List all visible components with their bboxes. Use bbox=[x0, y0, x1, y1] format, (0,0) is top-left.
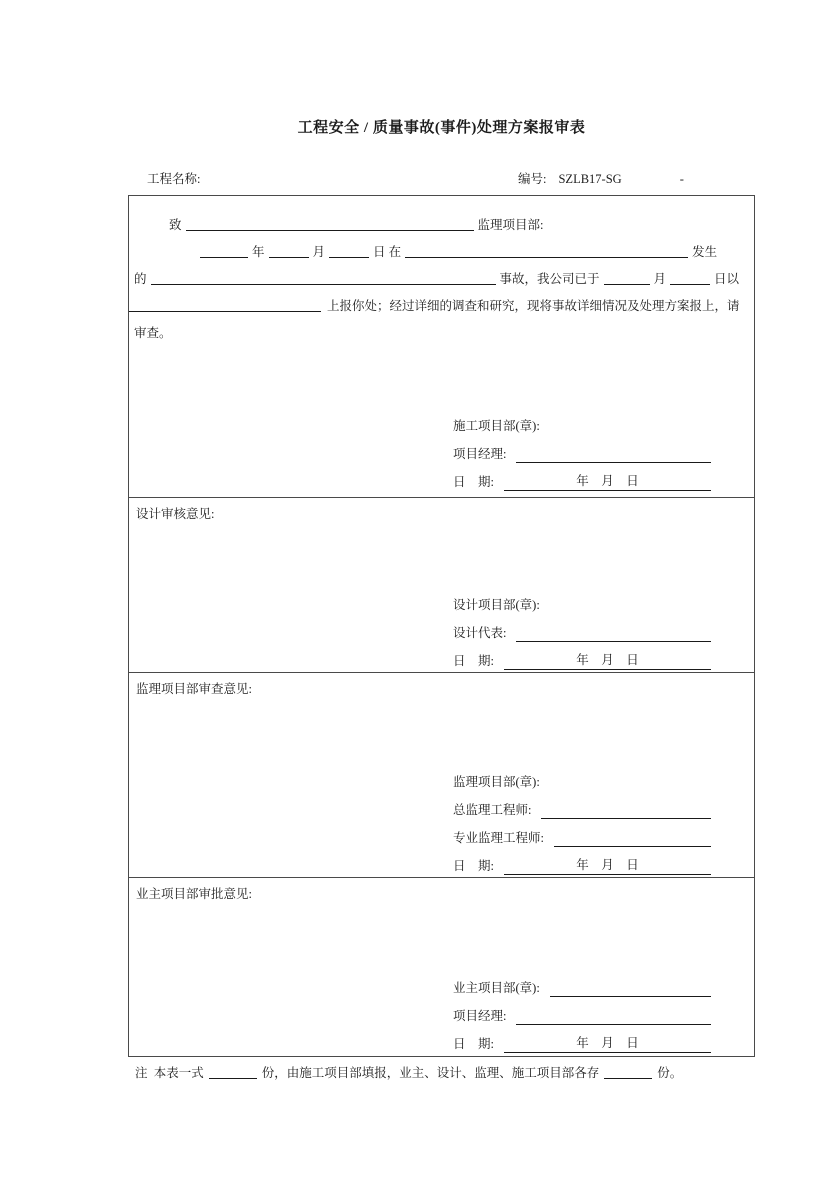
day-at-label: 日 在 bbox=[373, 245, 402, 259]
chief-engineer-signature-line[interactable] bbox=[541, 800, 711, 819]
request-paragraph bbox=[129, 196, 754, 347]
design-date-label: 日 期: bbox=[453, 654, 494, 668]
month2-label: 月 bbox=[653, 272, 667, 286]
supervision-org-label: 监理项目部(章): bbox=[453, 775, 540, 789]
day2-label: 日以 bbox=[714, 272, 740, 286]
design-org-row bbox=[453, 586, 711, 614]
form-code bbox=[518, 169, 684, 187]
request-line-accident bbox=[134, 266, 754, 293]
contractor-signature-block bbox=[453, 407, 711, 491]
design-rep-row bbox=[453, 614, 711, 642]
owner-manager-label: 项目经理: bbox=[453, 1009, 507, 1023]
contractor-date-label: 日 期: bbox=[453, 475, 494, 489]
form-table bbox=[128, 195, 755, 1057]
supervision-date-line[interactable]: 年 月 日 bbox=[504, 856, 711, 875]
retained-copies-blank[interactable] bbox=[604, 1063, 652, 1079]
report-text: 上报你处；经过详细的调查和研究，现将事故详细情况及处理方案报上，请 bbox=[327, 299, 740, 313]
design-org-label: 设计项目部(章): bbox=[453, 598, 540, 612]
report-day-blank[interactable] bbox=[670, 269, 710, 285]
design-review-title: 设计审核意见: bbox=[136, 507, 215, 521]
year-blank[interactable] bbox=[200, 242, 248, 258]
footnote bbox=[135, 1063, 682, 1083]
month-label: 月 bbox=[312, 245, 326, 259]
report-document-blank[interactable] bbox=[129, 296, 321, 312]
owner-approval-title: 业主项目部审批意见: bbox=[136, 887, 252, 901]
total-copies-blank[interactable] bbox=[209, 1063, 257, 1079]
supervision-date-row bbox=[453, 847, 711, 875]
owner-org-label: 业主项目部(章): bbox=[453, 981, 540, 995]
supervision-org-row bbox=[453, 763, 711, 791]
owner-date-label: 日 期: bbox=[453, 1037, 494, 1051]
request-line-report bbox=[129, 293, 754, 320]
request-line-review bbox=[134, 320, 754, 347]
owner-signature-block bbox=[453, 969, 711, 1053]
contractor-date-row bbox=[453, 463, 711, 491]
de-label: 的 bbox=[134, 272, 147, 286]
footnote-prefix: 注 本表一式 bbox=[135, 1066, 204, 1080]
request-line-to bbox=[169, 212, 754, 239]
footnote-suffix: 份。 bbox=[657, 1066, 683, 1080]
contractor-manager-row bbox=[453, 435, 711, 463]
page-title: 工程安全 / 质量事故(事件)处理方案报审表 bbox=[297, 120, 586, 136]
design-rep-label: 设计代表: bbox=[453, 626, 507, 640]
day-blank[interactable] bbox=[329, 242, 369, 258]
code-suffix: - bbox=[679, 172, 684, 186]
to-label: 致 bbox=[169, 218, 182, 232]
occurred-label: 发生 bbox=[692, 245, 718, 259]
project-name-label: 工程名称: bbox=[147, 172, 201, 186]
contractor-date-line[interactable]: 年 月 日 bbox=[504, 472, 711, 491]
accident-label: 事故，我公司已于 bbox=[499, 272, 600, 286]
year-label: 年 bbox=[252, 245, 265, 259]
report-month-blank[interactable] bbox=[604, 269, 650, 285]
owner-org-row bbox=[453, 969, 711, 997]
section-owner-approval bbox=[129, 877, 754, 1056]
design-signature-block bbox=[453, 586, 711, 670]
owner-manager-signature-line[interactable] bbox=[516, 1006, 711, 1025]
supervision-date-label: 日 期: bbox=[453, 859, 494, 873]
section-contractor-request bbox=[129, 196, 754, 497]
code-value: SZLB17-SG bbox=[558, 172, 622, 186]
supervision-review-title: 监理项目部审查意见: bbox=[136, 682, 252, 696]
owner-date-line[interactable]: 年 月 日 bbox=[504, 1034, 711, 1053]
owner-org-stamp-line[interactable] bbox=[550, 978, 711, 997]
owner-date-row bbox=[453, 1025, 711, 1053]
location-blank[interactable] bbox=[405, 242, 688, 258]
header-row bbox=[128, 167, 755, 189]
specialist-engineer-label: 专业监理工程师: bbox=[453, 831, 544, 845]
section-supervision-review bbox=[129, 672, 754, 877]
review-text: 审查。 bbox=[134, 326, 172, 340]
specialist-engineer-signature-line[interactable] bbox=[554, 828, 711, 847]
design-date-line[interactable]: 年 月 日 bbox=[504, 651, 711, 670]
specialist-engineer-row bbox=[453, 819, 711, 847]
chief-engineer-row bbox=[453, 791, 711, 819]
section-design-review bbox=[129, 497, 754, 672]
contractor-manager-label: 项目经理: bbox=[453, 447, 507, 461]
chief-engineer-label: 总监理工程师: bbox=[453, 803, 532, 817]
request-line-date-location bbox=[196, 239, 754, 266]
contractor-org-row bbox=[453, 407, 711, 435]
contractor-manager-signature-line[interactable] bbox=[516, 444, 711, 463]
contractor-org-label: 施工项目部(章): bbox=[453, 419, 540, 433]
design-date-row bbox=[453, 642, 711, 670]
footnote-mid: 份，由施工项目部填报，业主、设计、监理、施工项目部各存 bbox=[261, 1066, 600, 1080]
month-blank[interactable] bbox=[269, 242, 309, 258]
owner-manager-row bbox=[453, 997, 711, 1025]
supervision-signature-block bbox=[453, 763, 711, 875]
accident-description-blank[interactable] bbox=[151, 269, 496, 285]
supervision-dept-label: 监理项目部: bbox=[477, 218, 544, 232]
code-label: 编号: bbox=[518, 172, 547, 186]
design-rep-signature-line[interactable] bbox=[516, 623, 711, 642]
supervision-dept-name-blank[interactable] bbox=[186, 215, 474, 231]
